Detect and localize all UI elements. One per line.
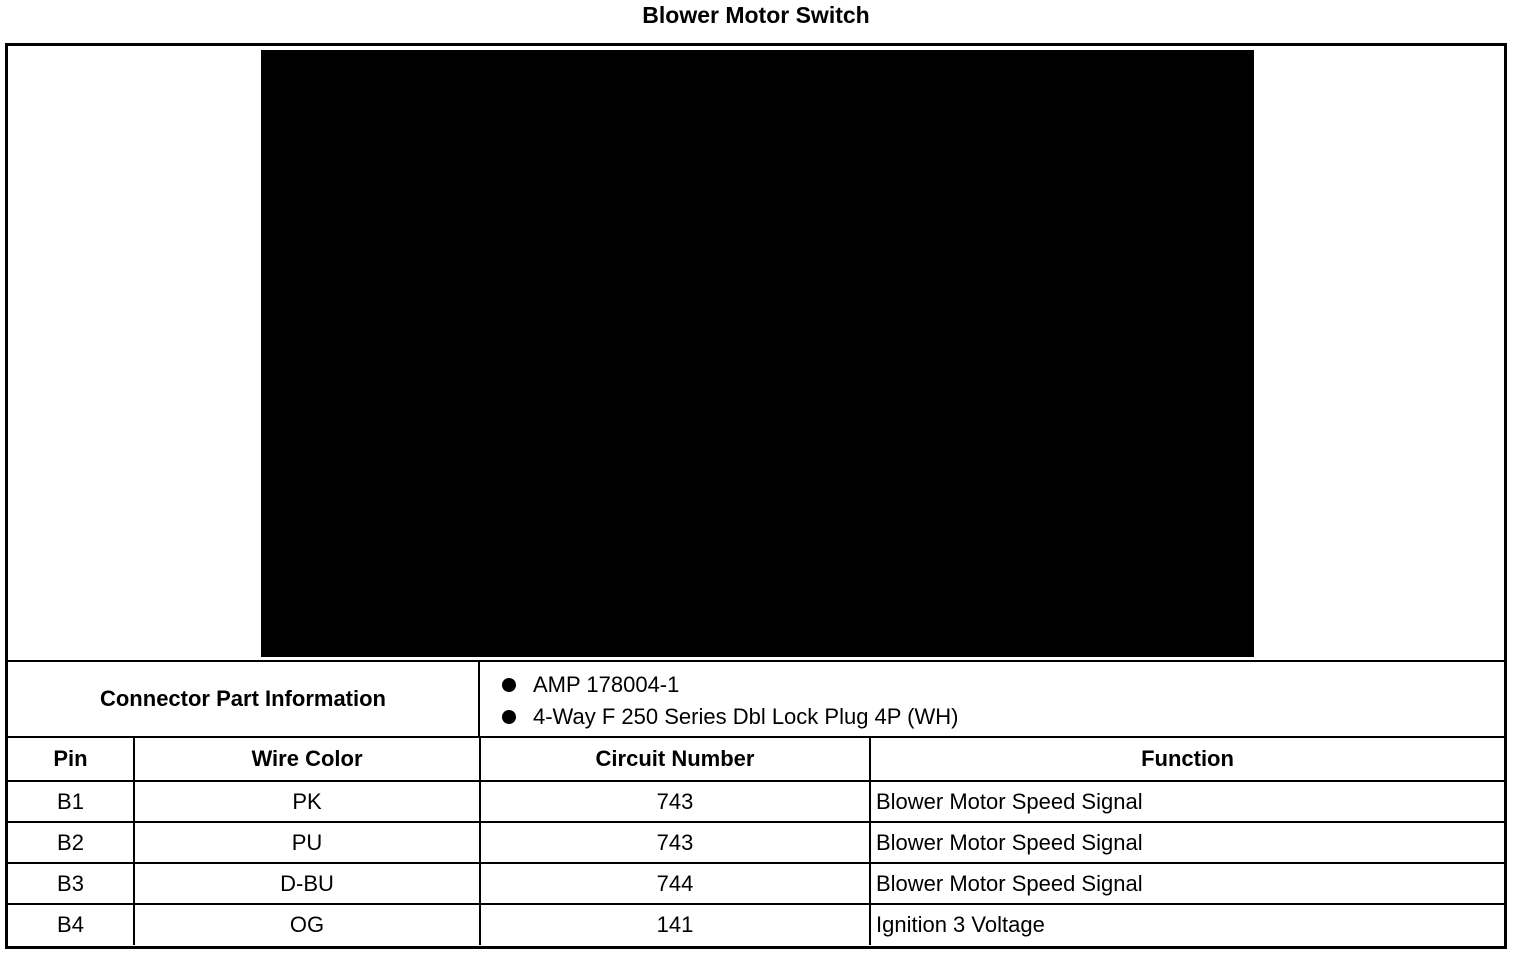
pin-cell: B3 [8,863,134,904]
header-circuit-number: Circuit Number [480,738,870,781]
table-row [8,822,1504,863]
list-item [502,672,1504,704]
pin-cell: B1 [8,781,134,822]
connector-image-area [8,46,1504,662]
function-cell: Blower Motor Speed Signal [870,863,1504,904]
connector-part-information-list [480,662,1504,736]
header-function: Function [870,738,1504,781]
pin-cell: B2 [8,822,134,863]
table-row [8,904,1504,945]
bullet-icon [502,710,516,724]
table-header-row [8,738,1504,781]
part-description: 4-Way F 250 Series Dbl Lock Plug 4P (WH) [533,704,959,729]
header-pin: Pin [8,738,134,781]
wire-color-cell: PU [134,822,480,863]
function-cell: Blower Motor Speed Signal [870,781,1504,822]
circuit-number-cell: 743 [480,822,870,863]
circuit-number-cell: 744 [480,863,870,904]
wire-color-cell: OG [134,904,480,945]
function-cell: Ignition 3 Voltage [870,904,1504,945]
wire-color-cell: D-BU [134,863,480,904]
connector-part-information-row [8,662,1504,738]
pin-table [8,738,1504,945]
header-wire-color: Wire Color [134,738,480,781]
circuit-number-cell: 743 [480,781,870,822]
bullet-icon [502,678,516,692]
part-number: AMP 178004-1 [533,672,680,697]
pin-cell: B4 [8,904,134,945]
connector-image [261,50,1254,657]
connector-part-information-label: Connector Part Information [8,662,480,736]
connector-frame [5,43,1507,949]
circuit-number-cell: 141 [480,904,870,945]
page-title: Blower Motor Switch [642,2,870,28]
wire-color-cell: PK [134,781,480,822]
function-cell: Blower Motor Speed Signal [870,822,1504,863]
list-item [502,704,1504,736]
table-row [8,863,1504,904]
table-row [8,781,1504,822]
